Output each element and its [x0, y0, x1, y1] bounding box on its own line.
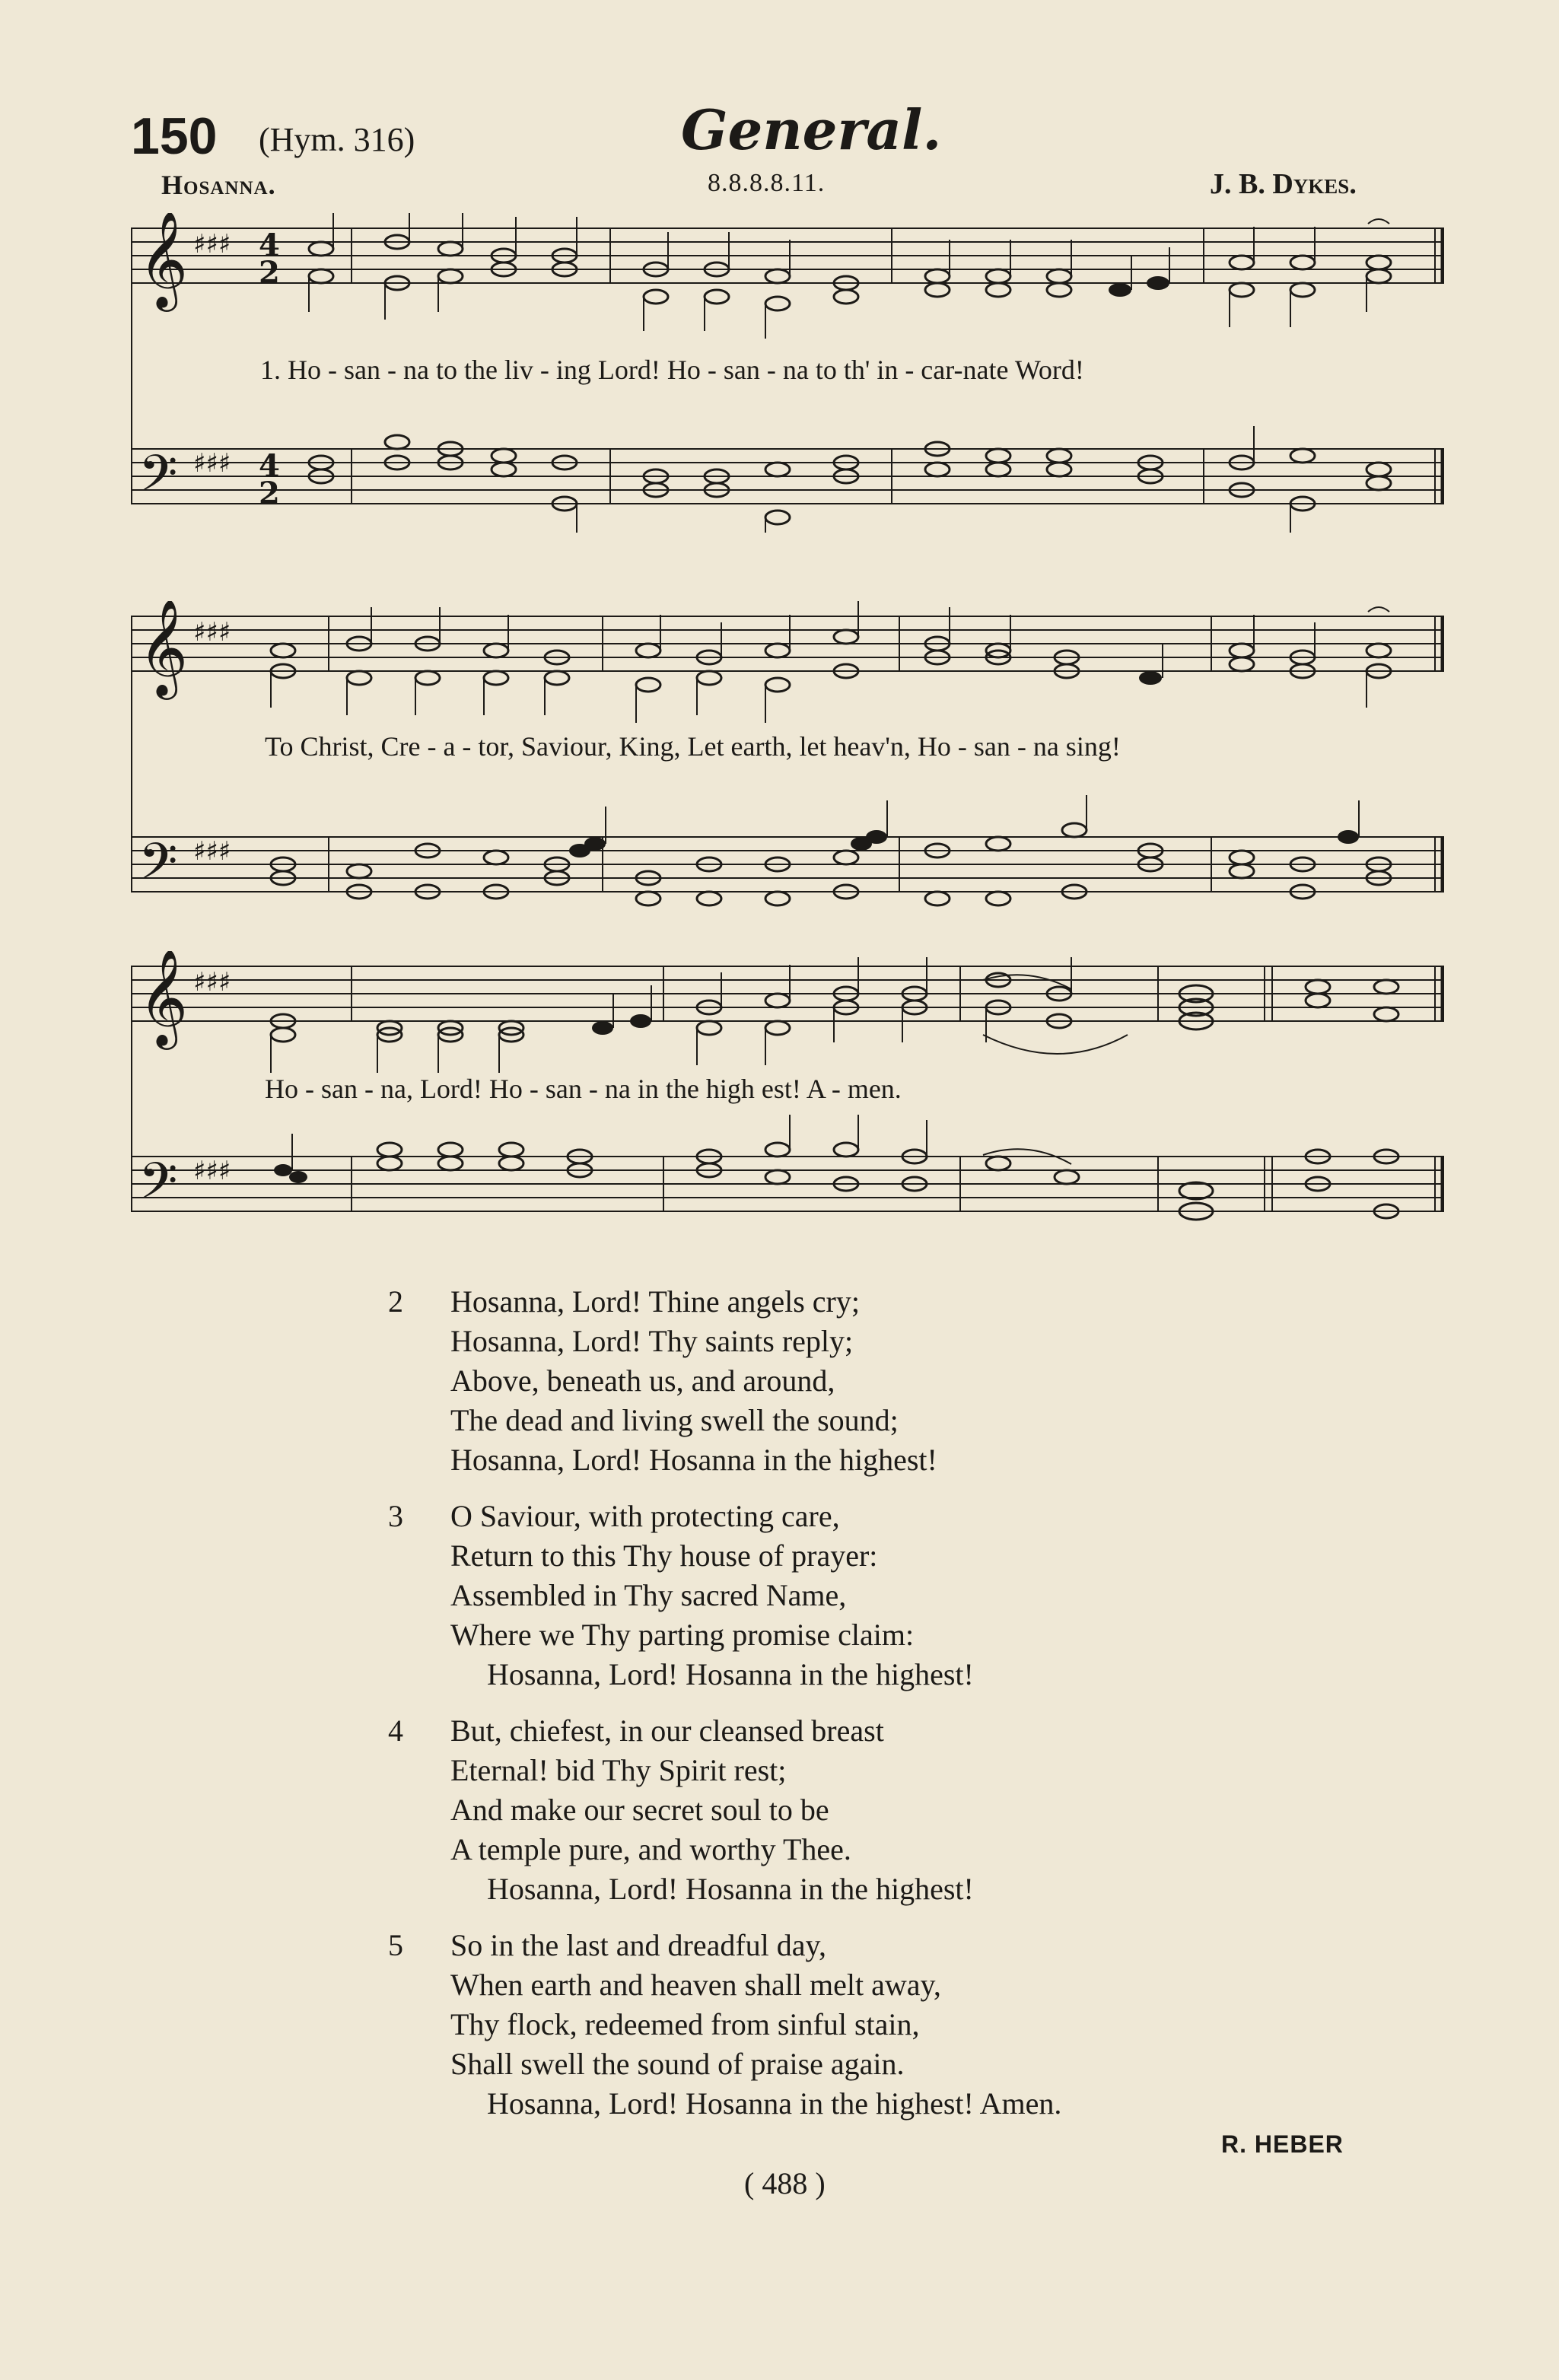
svg-text:𝄢: 𝄢 [138, 1152, 178, 1223]
composer: J. B. Dykes. [1210, 168, 1357, 200]
verse-line: Hosanna, Lord! Hosanna in the highest! [487, 1872, 974, 1906]
hymn-reference: (Hym. 316) [259, 121, 415, 158]
page-number: ( 488 ) [744, 2166, 826, 2200]
svg-text:♯♯♯: ♯♯♯ [193, 448, 231, 479]
hymn-number: 150 [131, 107, 218, 165]
verse-line: Shall swell the sound of praise again. [450, 2047, 905, 2081]
author: R. HEBER [1221, 2130, 1344, 2158]
verses [388, 1282, 1400, 2140]
verse-3 [388, 1497, 1400, 1694]
svg-text:4: 4 [259, 448, 280, 484]
svg-text:♯♯♯: ♯♯♯ [193, 836, 231, 867]
tune-name: Hosanna. [161, 170, 276, 200]
svg-text:𝄞: 𝄞 [138, 601, 189, 695]
music-system-2 [131, 601, 1444, 921]
lyric-line-1: 1. Ho - san - na to the liv - ing Lord! Ho - san - na to th' in - car-nate Word! [260, 355, 1084, 385]
verse-line: Hosanna, Lord! Hosanna in the highest! [450, 1443, 937, 1477]
meter: 8.8.8.8.11. [708, 169, 826, 197]
svg-text:𝄞: 𝄞 [138, 213, 189, 307]
verse-number: 3 [388, 1499, 403, 1533]
verse-number: 4 [388, 1713, 403, 1748]
verse-line: Hosanna, Lord! Hosanna in the highest! [487, 1657, 974, 1691]
svg-text:♯♯♯: ♯♯♯ [193, 967, 231, 998]
verse-line: Where we Thy parting promise claim: [450, 1618, 915, 1652]
svg-text:4: 4 [259, 228, 280, 263]
svg-text:𝄢: 𝄢 [138, 832, 178, 903]
verse-line: Return to this Thy house of prayer: [450, 1538, 878, 1573]
verse-line: Eternal! bid Thy Spirit rest; [450, 1753, 787, 1787]
verse-5 [388, 1926, 1400, 2124]
lyric-line-3: Ho - san - na, Lord! Ho - san - na in the high est! A - men. [265, 1074, 902, 1104]
svg-text:♯♯♯: ♯♯♯ [193, 617, 231, 648]
verse-line: And make our secret soul to be [450, 1793, 829, 1827]
verse-number: 2 [388, 1284, 403, 1319]
verse-line: Assembled in Thy sacred Name, [450, 1578, 847, 1612]
music-notation-3 [131, 951, 1444, 1271]
svg-text:𝄢: 𝄢 [138, 444, 178, 515]
verse-line: So in the last and dreadful day, [450, 1928, 826, 1962]
verse-4 [388, 1711, 1400, 1909]
verse-line: When earth and heaven shall melt away, [450, 1968, 941, 2002]
verse-line: Above, beneath us, and around, [450, 1363, 835, 1398]
verse-number: 5 [388, 1928, 403, 1962]
svg-text:♯♯♯: ♯♯♯ [193, 1156, 231, 1186]
svg-text:2: 2 [259, 255, 280, 291]
verse-line: The dead and living swell the sound; [450, 1403, 899, 1437]
music-system-3 [131, 951, 1444, 1271]
section-title: General. [681, 97, 942, 162]
verse-line: Hosanna, Lord! Hosanna in the highest! Amen. [487, 2086, 1062, 2121]
music-system-1 [131, 213, 1444, 533]
verse-line: O Saviour, with protecting care, [450, 1499, 840, 1533]
verse-line: But, chiefest, in our cleansed breast [450, 1713, 884, 1748]
lyric-line-2: To Christ, Cre - a - tor, Saviour, King, Let earth, let heav'n, Ho - san - na sing! [265, 731, 1121, 762]
verse-line: Hosanna, Lord! Thy saints reply; [450, 1324, 854, 1358]
svg-text:𝄞: 𝄞 [138, 951, 189, 1045]
verse-2 [388, 1282, 1400, 1480]
svg-text:2: 2 [259, 476, 280, 511]
verse-line: Thy flock, redeemed from sinful stain, [450, 2007, 920, 2041]
svg-text:♯♯♯: ♯♯♯ [193, 229, 231, 259]
verse-line: Hosanna, Lord! Thine angels cry; [450, 1284, 860, 1319]
verse-line: A temple pure, and worthy Thee. [450, 1832, 851, 1866]
